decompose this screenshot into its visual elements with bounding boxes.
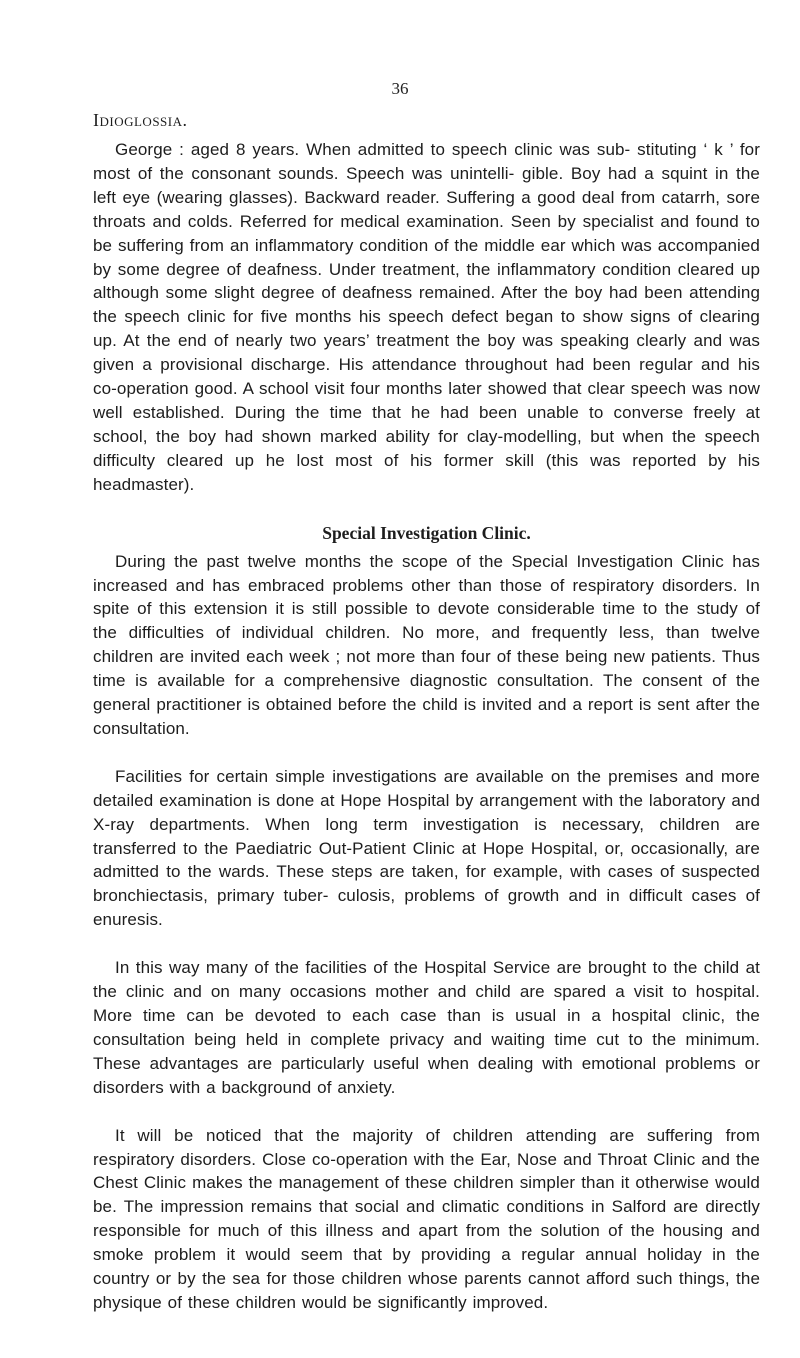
clinic-paragraph-facilities: Facilities for certain simple investigations are available on the premises and more detailed examination is done at Hope Hospital by arrangement with the laboratory and X-ray departments. When long term investigation is necessary, children are transferred to the Paediatric Out-Patient Clinic at Hope Hospital, or, occasionally, are admitted to the wards. These steps are taken, for example, with cases of suspected bronchiectasis, primary tuber- culosis, problems of growth and in difficult cases of enuresis. (93, 766, 760, 930)
clinic-paragraph-respiratory: It will be noticed that the majority of children attending are suffering from respiratory disorders. Close co-operation with the Ear, Nose and Throat Clinic and the Chest Clinic makes the management of these children simpler than it otherwise would be. The impression remains that social and climatic conditions in Salford are directly responsible for much of this illness and apart from the solution of the housing and smoke problem it would seem that by providing a regular annual holiday in the country or by the sea for those children whose parents cannot afford such things, the physique of these children would be significantly improved. (93, 1125, 760, 1312)
section-heading-idioglossia: Idioglossia. (93, 110, 188, 130)
page-body (93, 108, 760, 1315)
page-number: 36 (391, 79, 409, 98)
idioglossia-case-paragraph: George : aged 8 years. When admitted to speech clinic was sub- stituting ‘ k ’ for most of the consonant sounds. Speech was unintelli- gible. Boy had a squint in the left eye (wearing glasses). Backward reader. Suffering a good deal from catarrh, sore throats and colds. Referred for medical examination. Seen by specialist and found to be suffering from an inflammatory condition of the middle ear which was accompanied by some degree of deafness. Under treatment, the inflammatory condition cleared up although some slight degree of deafness remained. After the boy had been attending the speech clinic for five months his speech defect began to show signs of clearing up. At the end of nearly two years’ treatment the boy was speaking clearly and was given a provisional discharge. His attendance throughout had been regular and his co-operation good. A school visit four months later showed that clear speech was now well established. During the time that he had been unable to converse freely at school, the boy had shown marked ability for clay-modelling, but when the speech difficulty cleared up he lost most of his former skill (this was reported by his headmaster). (93, 140, 760, 494)
special-investigation-clinic-heading: Special Investigation Clinic. (322, 522, 531, 543)
clinic-paragraph-scope: During the past twelve months the scope of the Special Investigation Clinic has increased and has embraced problems other than those of respiratory disorders. In spite of this extension it is still possible to devote considerable time to the study of the difficulties of individual children. No more, and frequently less, than twelve children are invited each week ; not more than four of these being new patients. Thus time is available for a comprehensive diagnostic consultation. The consent of the general practitioner is obtained before the child is invited and a report is sent after the consultation. (93, 551, 760, 738)
clinic-paragraph-hospital-service: In this way many of the facilities of the Hospital Service are brought to the child at the clinic and on many occasions mother and child are spared a visit to hospital. More time can be devoted to each case than is usual in a hospital clinic, the consultation being held in complete privacy and waiting time cut to the minimum. These advantages are particularly useful when dealing with emotional problems or disorders with a background of anxiety. (93, 958, 760, 1097)
